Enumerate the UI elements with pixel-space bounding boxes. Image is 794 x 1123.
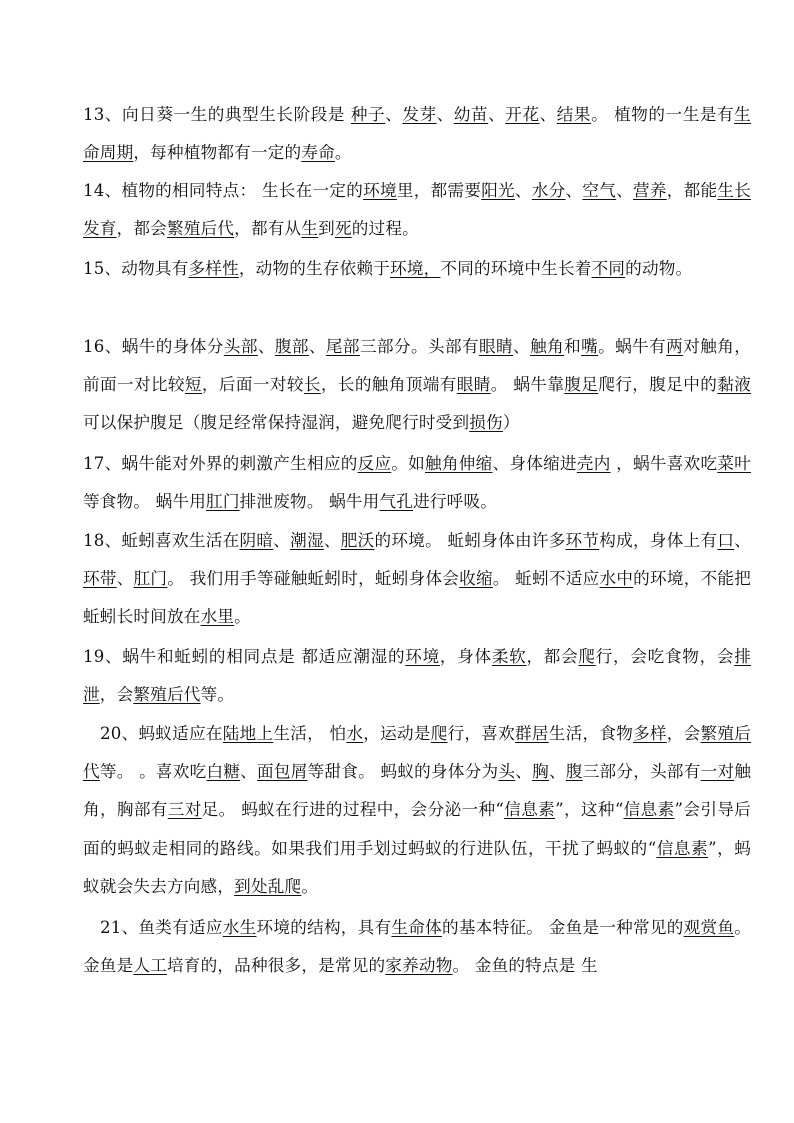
item-16 (83, 328, 751, 443)
text-segment: 、 (308, 337, 326, 356)
answer-underlined: 到处乱爬 (234, 876, 302, 896)
text-segment: 蚯蚓身体由许多 (447, 531, 566, 550)
text-segment: ，都会 (116, 219, 167, 239)
answer-underlined: 环境 (405, 647, 440, 666)
text-segment: 怕 (329, 724, 347, 743)
answer-underlined: 两 (666, 337, 684, 356)
answer-underlined: 生长发育 (83, 181, 752, 239)
answer-underlined: 人工 (133, 956, 167, 976)
answer-underlined: 白糖 (206, 762, 241, 782)
item-18 (83, 522, 751, 637)
answer-underlined: 环节 (565, 531, 600, 550)
text-segment: ，会 (99, 685, 134, 705)
answer-underlined: 菜叶 (717, 454, 751, 473)
answer-underlined: 黏液 (717, 375, 752, 395)
text-segment: 的动物。 (625, 259, 693, 278)
text-segment: 、 (436, 105, 454, 124)
text-segment: 蚯蚓不适应 (515, 569, 600, 589)
answer-underlined: 水里 (200, 607, 235, 627)
answer-underlined: 开花 (505, 105, 540, 124)
text-segment: 蚂蚁在行进的过程中，会分泌一种“ (241, 800, 505, 820)
text-segment: 行，喜欢 (447, 724, 516, 743)
answer-underlined: 腹足 (564, 375, 599, 395)
text-segment: 金鱼的特点是 生 (474, 956, 598, 976)
answer-underlined: 腹部 (274, 337, 309, 356)
text-segment: 足。 (201, 800, 242, 820)
text-segment: 、 (734, 531, 752, 550)
answer-underlined: 肛门 (133, 569, 168, 589)
answer-underlined: 气孔 (379, 492, 414, 512)
answer-underlined: 观赏鱼 (683, 918, 735, 937)
text-segment: 的环境。 (374, 531, 448, 550)
text-segment: 行，会吃食物，会 (595, 647, 735, 666)
text-segment: 里，都需要 (396, 181, 482, 200)
answer-underlined: 胸 (532, 762, 549, 782)
text-segment: 。 (234, 607, 251, 627)
answer-underlined: 环境 (363, 181, 397, 200)
answer-underlined: 长 (303, 375, 321, 395)
answer-underlined: 眼睛 (479, 337, 514, 356)
text-segment: ，会 (666, 724, 701, 743)
answer-underlined: 信息素 (504, 800, 556, 820)
item-14 (83, 172, 751, 248)
answer-underlined: 结果 (556, 105, 592, 124)
answer-underlined: 水生 (222, 918, 257, 937)
text-segment: 。 (334, 143, 352, 163)
text-segment: 不同的环境中生长着 (440, 259, 592, 278)
text-segment: 等。 (200, 685, 235, 705)
text-segment: 、 (385, 105, 403, 124)
answer-underlined: 面包屑 (257, 762, 308, 782)
answer-underlined: 生命周期 (83, 105, 751, 163)
answer-underlined: 多样 (633, 724, 667, 743)
answer-underlined: 环带 (83, 569, 117, 589)
text-segment: 培育的，品种很多，是常见的 (166, 956, 386, 976)
answer-underlined: 空气 (582, 181, 617, 200)
answer-underlined: 水中 (599, 569, 634, 589)
item-17 (83, 445, 751, 521)
text-segment: 等。 (99, 762, 140, 782)
text-segment: 、 (515, 762, 533, 782)
text-segment: 进行呼吸。 (413, 492, 498, 512)
answer-underlined: 死 (334, 219, 352, 239)
text-segment: 、 (273, 531, 291, 550)
text-segment: 蜗牛用 (155, 492, 207, 512)
text-segment: 、 (513, 337, 531, 356)
answer-underlined: 短 (184, 375, 202, 395)
text-segment: 我们用手等碰触蚯蚓时，蚯蚓身体会 (189, 569, 460, 589)
answer-underlined: 反应 (357, 454, 392, 473)
text-segment: 生活， (273, 724, 330, 743)
text-segment: 、 (240, 762, 258, 782)
answer-underlined: 生命体 (391, 918, 442, 937)
item-13 (83, 96, 751, 172)
item-20 (83, 715, 751, 906)
text-segment: 15、动物具有 (83, 259, 189, 278)
text-segment: 。 (591, 105, 615, 124)
text-segment: 构成，身体上有 (599, 531, 718, 550)
text-segment: 生活，食物 (548, 724, 634, 743)
text-segment: 。金鱼是 (83, 918, 752, 976)
answer-underlined: 一对 (700, 762, 735, 782)
text-segment: 、 (257, 337, 275, 356)
answer-underlined: 触角 (530, 337, 565, 356)
text-segment: ，都会 (526, 647, 579, 666)
answer-underlined: 营养 (633, 181, 667, 200)
text-segment: 触角，胸部有 (83, 762, 752, 820)
answer-underlined: 阴暗 (239, 531, 274, 550)
text-segment: 的环境，不能把蚯蚓长时间放在 (83, 569, 752, 627)
answer-underlined: 种子 (350, 105, 386, 124)
answer-underlined: 爬 (430, 724, 448, 743)
text-segment: 。 (452, 956, 475, 976)
answer-underlined: 损伤 (469, 413, 503, 433)
answer-underlined: 发芽 (402, 105, 437, 124)
answer-underlined: 群居 (515, 724, 549, 743)
text-segment: ，都能 (666, 181, 718, 200)
text-segment: 环境的结构，具有 (256, 918, 392, 937)
answer-underlined: 幼苗 (453, 105, 489, 124)
text-segment: ”，蚂蚁就会失去方向感， (83, 838, 752, 896)
answer-underlined: 头部 (223, 337, 258, 356)
text-segment: 。 (492, 569, 516, 589)
text-segment: 。 (167, 569, 190, 589)
text-segment: 、 (116, 569, 134, 589)
text-segment: 、 (488, 105, 506, 124)
answer-underlined: 腹 (565, 762, 583, 782)
text-segment: 金鱼是一种常见的 (548, 918, 684, 937)
text-segment: ”会引导后面的蚂蚁走相同的路线。如果我们用手划过蚂蚁的行进队伍，干扰了蚂蚁的“ (83, 800, 752, 858)
text-segment: 可以保护腹足（腹足经常保持湿润，避免爬行时受到 (83, 413, 470, 433)
answer-underlined: 环境， (390, 259, 441, 278)
text-segment: 、 (323, 531, 341, 550)
answer-underlined: 排泄 (83, 647, 751, 705)
text-segment: 19、蜗牛和蚯蚓的相同点是 都适应潮湿的 (83, 647, 406, 666)
text-segment: 。 (301, 876, 319, 896)
answer-underlined: 眼睛 (456, 375, 491, 395)
text-segment: 蚂蚁的身体分为 (380, 762, 499, 782)
answer-underlined: 壳内 (576, 454, 611, 473)
answer-underlined: 水 (346, 724, 364, 743)
answer-underlined: 阳光 (481, 181, 515, 200)
text-segment: 的过程。 (351, 219, 419, 239)
text-segment: 13、向日葵一生的典型生长阶段是 (83, 105, 351, 124)
text-segment: 三部分，头部有 (582, 762, 701, 782)
text-segment: ，后面一对较 (201, 375, 304, 395)
text-segment: 。如 (391, 454, 426, 473)
text-segment: 、 (616, 181, 634, 200)
answer-underlined: 头 (498, 762, 516, 782)
text-segment: 。蜗牛有 (598, 337, 667, 356)
text-segment: ，蜗牛喜欢吃 (610, 454, 718, 473)
text-segment: ，每种植物都有一定的 (133, 143, 302, 163)
text-segment: 到 (318, 219, 335, 239)
text-segment: 。喜欢吃 (139, 762, 207, 782)
answer-underlined: 陆地上 (222, 724, 274, 743)
text-segment: 、身体缩进 (492, 454, 577, 473)
text-segment: 、 (539, 105, 557, 124)
answer-underlined: 潮湿 (290, 531, 324, 550)
text-segment: 和 (564, 337, 582, 356)
answer-underlined: 尾部 (325, 337, 360, 356)
answer-underlined: 家养动物 (385, 956, 453, 976)
answer-underlined: 繁殖后代 (166, 219, 235, 239)
answer-underlined: 三对 (167, 800, 202, 820)
answer-underlined: 收缩 (459, 569, 493, 589)
text-segment: 蜗牛靠 (513, 375, 565, 395)
answer-underlined: 寿命 (301, 143, 335, 163)
answer-underlined: 繁殖后代 (83, 724, 752, 782)
text-segment: 生长在一定的 (261, 181, 364, 200)
text-segment: ，运动是 (363, 724, 431, 743)
answer-underlined: 触角伸缩 (425, 454, 493, 473)
text-segment: 20、蚂蚁适应在 (100, 724, 223, 743)
text-segment: 的基本特征。 (442, 918, 549, 937)
answer-underlined: 生 (301, 219, 319, 239)
item-15 (83, 250, 751, 288)
text-segment: 。 (490, 375, 514, 395)
answer-underlined: 爬 (578, 647, 596, 666)
answer-underlined: 肛门 (206, 492, 240, 512)
item-19 (83, 638, 751, 714)
answer-underlined: 信息素 (623, 800, 675, 820)
text-segment: 对触角，前面一对比较 (83, 337, 752, 395)
answer-underlined: 肥沃 (340, 531, 375, 550)
answer-underlined: 口 (717, 531, 735, 550)
answer-underlined: 柔软 (491, 647, 527, 666)
answer-underlined: 多样性 (188, 259, 239, 278)
text-segment: 14、植物的相同特点： (83, 181, 262, 200)
text-segment: 植物的一生是有 (614, 105, 735, 124)
answer-underlined: 水分 (531, 181, 566, 200)
text-segment: 蜗牛用 (329, 492, 380, 512)
text-segment: 、 (548, 762, 566, 782)
text-segment: ，长的触角顶端有 (320, 375, 457, 395)
text-segment: ） (502, 413, 520, 433)
text-segment: 21、鱼类有适应 (100, 918, 223, 937)
text-segment: 等甜食。 (307, 762, 381, 782)
answer-underlined: 不同 (591, 259, 626, 278)
answer-underlined: 信息素 (656, 838, 709, 858)
answer-underlined: 繁殖后代 (133, 685, 201, 705)
text-segment: ，动物的生存依赖于 (238, 259, 391, 278)
text-segment: 、 (565, 181, 583, 200)
text-segment: ，身体 (439, 647, 492, 666)
text-segment: 16、蜗牛的身体分 (83, 337, 224, 356)
text-segment: 爬行，腹足中的 (598, 375, 718, 395)
item-21 (83, 909, 751, 985)
text-segment: 等食物。 (83, 492, 156, 512)
text-segment: 、 (514, 181, 532, 200)
text-segment: 排泄废物。 (239, 492, 330, 512)
text-segment: 三部分。头部有 (359, 337, 480, 356)
text-segment: ，都有从 (234, 219, 302, 239)
text-segment: ”，这种“ (555, 800, 624, 820)
text-segment: 18、蚯蚓喜欢生活在 (83, 531, 240, 550)
answer-underlined: 嘴 (581, 337, 599, 356)
text-segment: 17、蜗牛能对外界的刺激产生相应的 (83, 454, 358, 473)
